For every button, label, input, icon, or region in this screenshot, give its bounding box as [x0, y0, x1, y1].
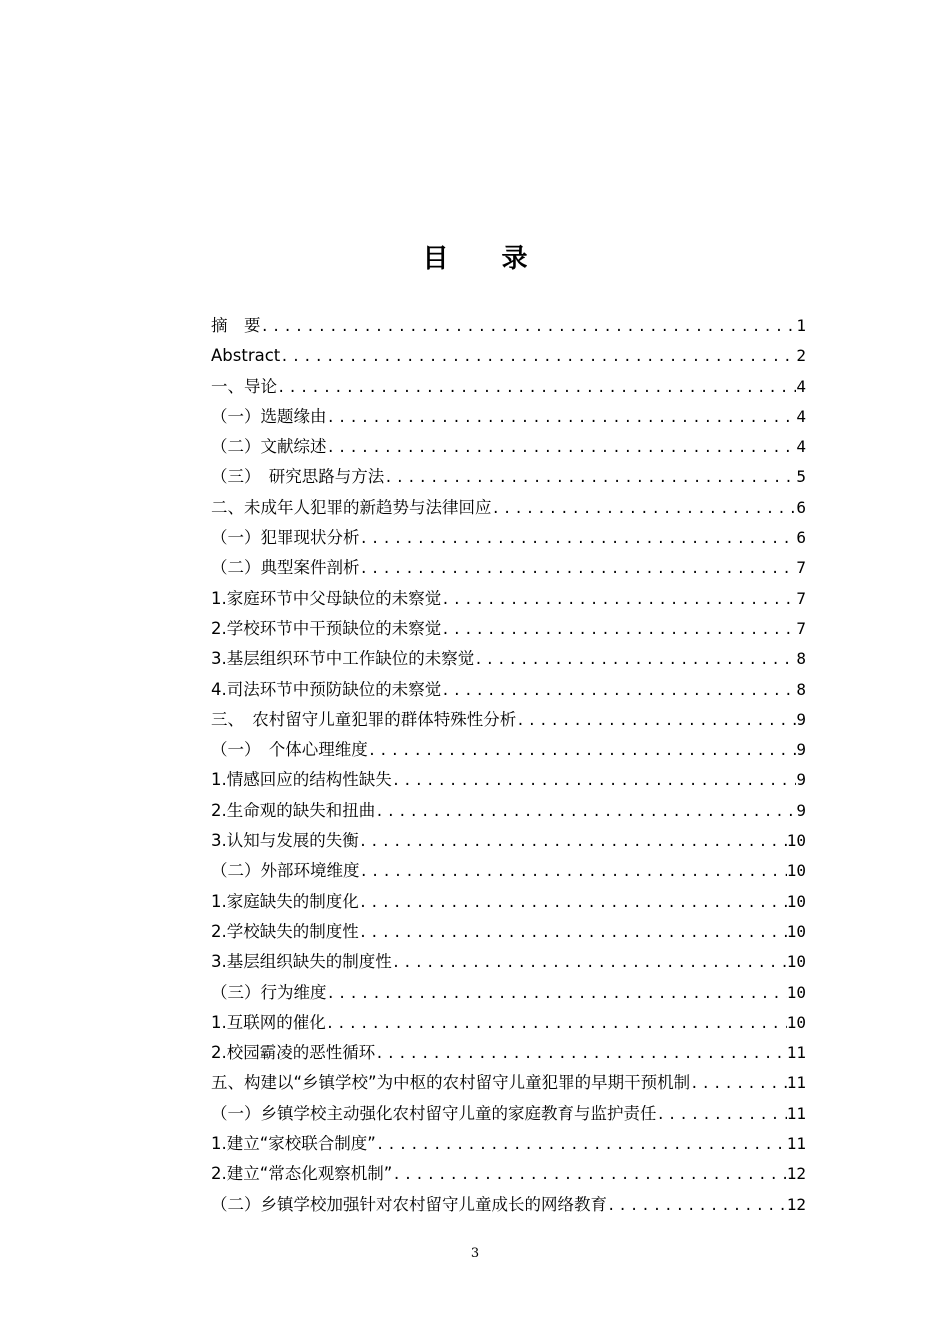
toc-entry-page: 6: [796, 497, 806, 517]
toc-entry[interactable]: [211, 1190, 806, 1220]
toc-leader-dots: [327, 979, 787, 1009]
toc-leader-dots: [441, 615, 796, 645]
toc-entry[interactable]: [211, 614, 806, 644]
toc-entry[interactable]: [211, 765, 806, 795]
toc-leader-dots: [359, 888, 787, 918]
toc-leader-dots: [392, 1160, 786, 1190]
toc-leader-dots: [441, 585, 796, 615]
toc-entry-label: 2.建立“常态化观察机制”: [211, 1164, 393, 1184]
toc-entry-label: 3.基层组织环节中工作缺位的未察觉: [211, 649, 475, 669]
toc-leader-dots: [657, 1100, 787, 1130]
toc-entry-label: （三） 研究思路与方法: [211, 467, 385, 487]
table-of-contents: [211, 311, 806, 1220]
toc-leader-dots: [261, 312, 797, 342]
toc-entry-page: 12: [786, 1194, 806, 1214]
toc-entry[interactable]: [211, 372, 806, 402]
toc-entry-page: 9: [796, 740, 806, 760]
toc-entry[interactable]: [211, 1099, 806, 1129]
toc-leader-dots: [327, 403, 797, 433]
toc-entry-page: 10: [786, 952, 806, 972]
toc-entry-label: 1.互联网的催化: [211, 1012, 326, 1032]
toc-entry-label: （一） 个体心理维度: [211, 740, 368, 760]
toc-entry[interactable]: [211, 644, 806, 674]
toc-leader-dots: [360, 857, 787, 887]
toc-leader-dots: [277, 373, 796, 403]
toc-entry[interactable]: [211, 947, 806, 977]
toc-entry-page: 9: [796, 770, 806, 790]
toc-leader-dots: [492, 494, 797, 524]
toc-entry-page: 1: [796, 316, 806, 335]
toc-entry[interactable]: [211, 523, 806, 553]
toc-entry[interactable]: [211, 1038, 806, 1068]
toc-entry-label: 4.司法环节中预防缺位的未察觉: [211, 679, 442, 699]
toc-entry-page: 6: [796, 528, 806, 548]
toc-leader-dots: [384, 463, 796, 493]
toc-entry-label: 三、 农村留守儿童犯罪的群体特殊性分析: [211, 709, 517, 729]
toc-entry-label: 1.情感回应的结构性缺失: [211, 770, 392, 790]
toc-entry-page: 10: [786, 891, 806, 911]
toc-entry[interactable]: [211, 1159, 806, 1189]
toc-entry-page: 11: [786, 1073, 806, 1093]
toc-leader-dots: [392, 766, 797, 796]
toc-leader-dots: [359, 827, 787, 857]
toc-entry-page: 7: [796, 558, 806, 578]
toc-entry[interactable]: [211, 493, 806, 523]
toc-entry-label: Abstract: [211, 346, 281, 366]
toc-entry-page: 4: [796, 406, 806, 426]
toc-leader-dots: [441, 676, 796, 706]
toc-leader-dots: [368, 736, 797, 766]
toc-entry-page: 7: [796, 618, 806, 638]
toc-leader-dots: [375, 1039, 786, 1069]
toc-entry-label: 二、未成年人犯罪的新趋势与法律回应: [211, 497, 492, 517]
toc-entry[interactable]: [211, 402, 806, 432]
toc-entry-page: 11: [786, 1134, 806, 1154]
toc-entry[interactable]: [211, 705, 806, 735]
toc-entry[interactable]: [211, 1008, 806, 1038]
toc-entry-label: 3.认知与发展的失衡: [211, 831, 359, 851]
toc-entry[interactable]: [211, 826, 806, 856]
toc-entry[interactable]: [211, 735, 806, 765]
toc-entry-label: 2.学校缺失的制度性: [211, 921, 359, 941]
toc-entry-page: 10: [786, 921, 806, 941]
toc-leader-dots: [607, 1191, 787, 1221]
toc-entry-page: 8: [796, 649, 806, 669]
toc-entry-label: 2.生命观的缺失和扭曲: [211, 800, 376, 820]
toc-entry-label: 3.基层组织缺失的制度性: [211, 952, 392, 972]
toc-entry-page: 7: [796, 588, 806, 608]
toc-entry[interactable]: [211, 1129, 806, 1159]
toc-entry[interactable]: [211, 796, 806, 826]
toc-entry-page: 10: [786, 982, 806, 1002]
toc-leader-dots: [280, 342, 796, 372]
page-number: 3: [470, 1246, 480, 1261]
toc-entry[interactable]: [211, 856, 806, 886]
toc-entry[interactable]: [211, 675, 806, 705]
toc-entry-label: （一）选题缘由: [211, 406, 327, 426]
toc-entry-page: 12: [786, 1164, 806, 1184]
toc-entry-page: 5: [796, 467, 806, 487]
toc-leader-dots: [327, 433, 797, 463]
toc-entry-page: 9: [796, 709, 806, 729]
toc-entry-page: 4: [796, 376, 806, 396]
toc-entry-label: （二）外部环境维度: [211, 861, 360, 881]
toc-entry-label: （三）行为维度: [211, 982, 327, 1002]
toc-entry-label: （二）文献综述: [211, 437, 327, 457]
toc-entry[interactable]: [211, 432, 806, 462]
toc-entry-label: 1.家庭缺失的制度化: [211, 891, 359, 911]
toc-entry[interactable]: [211, 978, 806, 1008]
toc-entry-label: 一、导论: [211, 376, 277, 396]
toc-entry-page: 4: [796, 437, 806, 457]
toc-leader-dots: [392, 948, 787, 978]
toc-entry-page: 10: [786, 861, 806, 881]
toc-entry-label: （二）乡镇学校加强针对农村留守儿童成长的网络教育: [211, 1194, 607, 1214]
toc-leader-dots: [360, 554, 797, 584]
toc-leader-dots: [376, 1130, 787, 1160]
toc-leader-dots: [690, 1069, 787, 1099]
toc-entry-label: 2.校园霸凌的恶性循环: [211, 1043, 376, 1063]
toc-entry-page: 2: [796, 346, 806, 366]
toc-leader-dots: [326, 1009, 787, 1039]
toc-entry-page: 10: [786, 831, 806, 851]
toc-entry-label: 五、构建以“乡镇学校”为中枢的农村留守儿童犯罪的早期干预机制: [211, 1073, 691, 1093]
toc-entry[interactable]: [211, 553, 806, 583]
toc-entry[interactable]: [211, 341, 806, 371]
toc-leader-dots: [516, 706, 796, 736]
toc-entry-label: 2.学校环节中干预缺位的未察觉: [211, 618, 442, 638]
toc-entry-label: 1.家庭环节中父母缺位的未察觉: [211, 588, 442, 608]
toc-entry-page: 11: [786, 1043, 806, 1063]
toc-entry[interactable]: [211, 887, 806, 917]
toc-entry[interactable]: [211, 917, 806, 947]
toc-entry-label: （一）乡镇学校主动强化农村留守儿童的家庭教育与监护责任: [211, 1103, 657, 1123]
page-title: 目 录: [422, 244, 550, 274]
toc-entry-page: 11: [786, 1103, 806, 1123]
toc-leader-dots: [474, 645, 796, 675]
toc-entry-label: 1.建立“家校联合制度”: [211, 1134, 376, 1154]
toc-leader-dots: [375, 797, 796, 827]
toc-entry[interactable]: [211, 584, 806, 614]
toc-entry-page: 10: [786, 1012, 806, 1032]
toc-leader-dots: [359, 918, 787, 948]
toc-entry[interactable]: [211, 311, 806, 341]
toc-entry-label: 摘 要: [211, 316, 261, 335]
toc-leader-dots: [360, 524, 797, 554]
toc-entry-page: 9: [796, 800, 806, 820]
toc-entry-label: （一）犯罪现状分析: [211, 528, 360, 548]
toc-entry[interactable]: [211, 1068, 806, 1098]
toc-entry-page: 8: [796, 679, 806, 699]
toc-entry-label: （二）典型案件剖析: [211, 558, 360, 578]
toc-entry[interactable]: [211, 462, 806, 492]
